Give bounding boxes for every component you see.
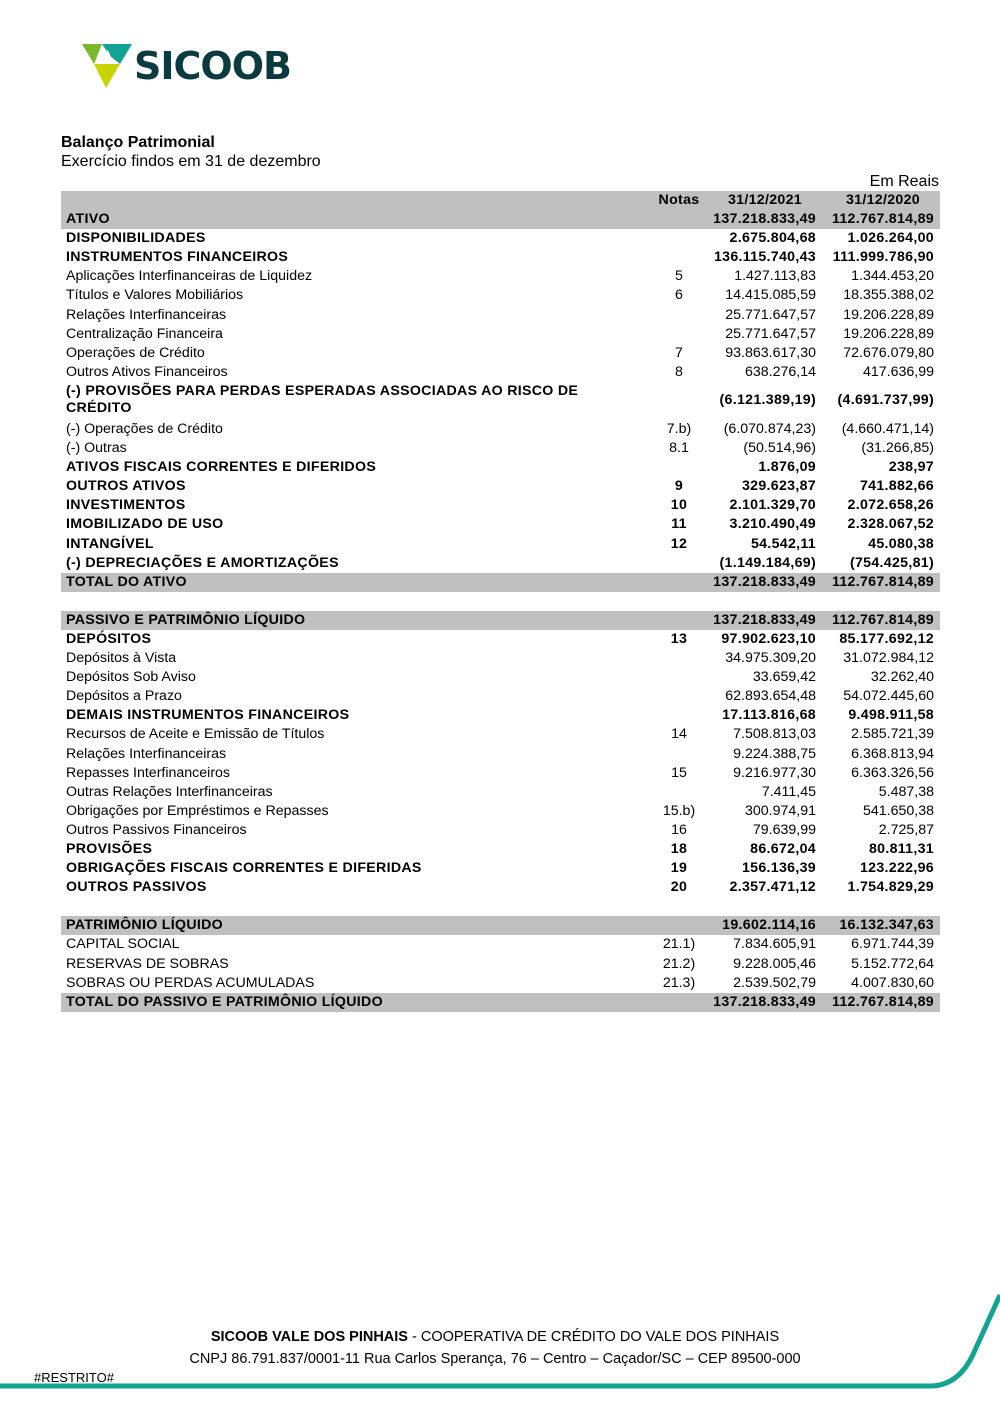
row-label: (-) Outras <box>66 440 127 457</box>
row-value-2020: 54.072.445,60 <box>843 688 934 705</box>
sicoob-logo <box>82 42 292 90</box>
row-value-2021: (50.514,96) <box>743 440 816 457</box>
table-row <box>61 706 940 725</box>
row-value-2020: 417.636,99 <box>862 363 934 380</box>
row-label: Repasses Interfinanceiros <box>66 764 231 781</box>
row-value-2021: 156.136,39 <box>741 860 816 877</box>
row-label: Operações de Crédito <box>66 344 205 361</box>
row-value-2021: 86.672,04 <box>750 841 816 857</box>
row-label: OUTROS ATIVOS <box>66 478 186 495</box>
row-value-2020: 2.585.721,39 <box>851 726 934 743</box>
row-label: Obrigações por Empréstimos e Repasses <box>66 802 329 819</box>
table-row <box>61 286 940 305</box>
row-note: 19 <box>670 860 688 877</box>
column-header-2020: 31/12/2020 <box>845 192 920 208</box>
row-value-2021: 300.974,91 <box>744 802 816 819</box>
row-note: 20 <box>670 879 688 896</box>
table-row <box>61 306 940 325</box>
row-note: 6 <box>675 287 683 304</box>
sicoob-logo-mark-icon <box>82 42 134 90</box>
row-value-2021: 1.427.113,83 <box>734 268 816 285</box>
table-row <box>61 248 940 267</box>
row-value-2020: 85.177.692,12 <box>839 630 934 647</box>
table-row <box>61 916 940 935</box>
row-note: 16 <box>671 821 687 838</box>
row-label: (-) PROVISÕES PARA PERDAS ESPERADAS ASSOCIADAS AO RISCO DE CRÉDITO <box>66 382 579 416</box>
row-value-2021: 25.771.647,57 <box>725 325 816 342</box>
row-label: ATIVO <box>66 211 110 228</box>
row-value-2021: 2.357.471,12 <box>729 879 816 896</box>
table-row <box>61 745 940 764</box>
table-row <box>61 725 940 744</box>
table-row <box>61 477 940 496</box>
footer-address: CNPJ 86.791.837/0001-11 Rua Carlos Sperança, 76 – Centro – Caçador/SC – CEP 89500-000 <box>189 1351 801 1367</box>
table-row <box>61 554 940 573</box>
row-label: TOTAL DO ATIVO <box>66 573 187 590</box>
row-value-2021: 7.411,45 <box>761 783 816 800</box>
balance-sheet-table <box>61 191 940 1012</box>
row-value-2020: 1.344.453,20 <box>851 268 934 285</box>
footer-swoosh-decoration <box>0 1290 1000 1400</box>
table-row <box>61 802 940 821</box>
row-value-2021: 9.216.977,30 <box>733 764 816 781</box>
row-note: 11 <box>671 516 687 533</box>
row-label: CAPITAL SOCIAL <box>66 936 180 953</box>
row-note: 9 <box>674 478 684 495</box>
row-value-2021: 329.623,87 <box>741 478 816 495</box>
row-label: Outros Passivos Financeiros <box>66 821 247 838</box>
row-value-2021: 19.602.114,16 <box>722 917 816 934</box>
row-note: 21.3) <box>662 974 696 991</box>
table-row <box>61 649 940 668</box>
row-label: Depósitos Sob Aviso <box>66 669 196 686</box>
row-label: Depósitos à Vista <box>66 650 177 667</box>
row-value-2021: 1.876,09 <box>758 459 816 476</box>
row-label: (-) Operações de Crédito <box>66 420 223 437</box>
table-row <box>61 267 940 286</box>
row-label: DEMAIS INSTRUMENTOS FINANCEIROS <box>66 707 350 724</box>
row-value-2020: (4.691.737,99) <box>837 391 934 408</box>
table-row <box>61 439 940 458</box>
table-row <box>61 974 940 993</box>
row-label: DEPÓSITOS <box>66 630 152 647</box>
row-note: 21.2) <box>662 955 696 972</box>
row-label: Depósitos a Prazo <box>66 688 182 705</box>
row-label: Relações Interfinanceiras <box>66 306 227 323</box>
table-row <box>61 363 940 382</box>
table-row <box>61 935 940 954</box>
row-value-2020: 6.971.744,39 <box>851 936 934 953</box>
row-value-2020: 19.206.228,89 <box>843 306 934 323</box>
row-value-2021: 62.893.654,48 <box>725 688 816 705</box>
row-value-2020: 1.026.264,00 <box>847 230 934 247</box>
table-row <box>61 611 940 630</box>
column-header-row <box>61 191 940 210</box>
table-row <box>61 783 940 802</box>
table-row <box>61 630 940 649</box>
row-value-2021: 2.101.329,70 <box>729 497 816 514</box>
table-row <box>61 496 940 515</box>
row-value-2020: (31.266,85) <box>861 440 934 457</box>
row-value-2020: 112.767.814,89 <box>831 573 934 590</box>
table-row <box>61 955 940 974</box>
row-note: 5 <box>675 268 683 285</box>
row-label: OBRIGAÇÕES FISCAIS CORRENTES E DIFERIDAS <box>66 860 422 877</box>
row-value-2020: 9.498.911,58 <box>848 707 934 724</box>
row-label: SOBRAS OU PERDAS ACUMULADAS <box>66 974 315 991</box>
table-row <box>61 210 940 229</box>
table-row <box>61 535 940 554</box>
row-label: Centralização Financeira <box>66 325 223 342</box>
sicoob-logo-text: SICOOB <box>134 44 291 88</box>
spacer-row <box>61 897 940 916</box>
footer-company <box>0 1329 990 1345</box>
row-value-2021: 137.218.833,49 <box>713 611 816 628</box>
table-row <box>61 821 940 840</box>
row-value-2021: 3.210.490,49 <box>729 516 816 533</box>
row-value-2020: (754.425,81) <box>849 554 934 571</box>
row-label: Relações Interfinanceiras <box>66 745 227 762</box>
row-value-2021: 9.228.005,46 <box>733 955 816 972</box>
row-note: 10 <box>670 497 688 514</box>
table-row <box>61 840 940 859</box>
row-label: Títulos e Valores Mobiliários <box>66 287 244 304</box>
footer-company-description: - COOPERATIVA DE CRÉDITO DO VALE DOS PINHAIS <box>407 1329 780 1345</box>
table-row <box>61 993 940 1012</box>
row-value-2020: 31.072.984,12 <box>843 650 934 667</box>
row-value-2020: 238,97 <box>888 459 934 476</box>
table-row <box>61 573 940 592</box>
row-value-2020: 5.152.772,64 <box>851 955 934 972</box>
table-row <box>61 325 940 344</box>
table-row <box>61 878 940 897</box>
row-label: OUTROS PASSIVOS <box>66 879 207 896</box>
row-value-2021: 14.415.085,59 <box>725 287 816 304</box>
row-note: 8 <box>675 363 683 380</box>
row-value-2021: 79.639,99 <box>752 821 816 838</box>
spacer-row <box>61 592 940 611</box>
row-value-2020: 2.072.658,26 <box>847 497 934 514</box>
row-value-2020: 80.811,31 <box>868 841 934 857</box>
row-value-2020: (4.660.471,14) <box>841 420 934 437</box>
row-value-2020: 18.355.388,02 <box>843 287 934 304</box>
row-label: TOTAL DO PASSIVO E PATRIMÔNIO LÍQUIDO <box>66 993 383 1010</box>
row-value-2020: 741.882,66 <box>859 478 934 495</box>
row-value-2021: (6.070.874,23) <box>723 420 816 437</box>
row-value-2020: 112.767.814,89 <box>831 611 934 628</box>
row-label: INTANGÍVEL <box>66 535 154 552</box>
row-label: RESERVAS DE SOBRAS <box>66 955 229 972</box>
row-note: 18 <box>670 841 688 857</box>
table-row <box>61 229 940 248</box>
table-row <box>61 458 940 477</box>
row-value-2021: 7.508.813,03 <box>733 726 816 743</box>
row-value-2021: 34.975.309,20 <box>725 650 816 667</box>
row-note: 15 <box>671 764 687 781</box>
table-row <box>61 668 940 687</box>
row-value-2021: 2.675.804,68 <box>729 230 816 247</box>
row-note: 8.1 <box>669 440 689 457</box>
row-value-2021: 137.218.833,49 <box>713 211 816 228</box>
row-label: DISPONIBILIDADES <box>66 230 206 247</box>
row-label: INSTRUMENTOS FINANCEIROS <box>66 249 289 266</box>
row-value-2020: 1.754.829,29 <box>847 879 934 896</box>
table-row <box>61 382 940 420</box>
row-value-2020: 4.007.830,60 <box>851 974 934 991</box>
row-label: ATIVOS FISCAIS CORRENTES E DIFERIDOS <box>66 459 377 476</box>
row-value-2021: (6.121.389,19) <box>719 391 816 408</box>
row-value-2020: 5.487,38 <box>878 783 934 800</box>
row-note: 21.1) <box>662 936 696 953</box>
row-value-2020: 16.132.347,63 <box>839 917 934 934</box>
row-value-2021: (1.149.184,69) <box>719 554 816 571</box>
row-label: Outros Ativos Financeiros <box>66 363 228 380</box>
row-value-2021: 9.224.388,75 <box>733 745 816 762</box>
table-row <box>61 764 940 783</box>
row-note: 15.b) <box>662 802 696 819</box>
table-row <box>61 859 940 878</box>
classification-label: #RESTRITO# <box>34 1370 114 1385</box>
column-header-notes: Notas <box>658 192 700 208</box>
document-title: Balanço Patrimonial <box>61 134 215 151</box>
table-row <box>61 344 940 363</box>
row-value-2021: 33.659,42 <box>752 669 816 686</box>
row-value-2020: 123.222,96 <box>859 860 934 877</box>
row-value-2021: 93.863.617,30 <box>725 344 816 361</box>
row-label: PROVISÕES <box>66 841 153 857</box>
document-subtitle: Exercício findos em 31 de dezembro <box>61 153 321 170</box>
row-note: 14 <box>671 726 687 743</box>
row-value-2020: 111.999.786,90 <box>832 249 934 266</box>
table-row <box>61 515 940 534</box>
row-note: 13 <box>670 630 688 647</box>
row-note: 7 <box>675 344 683 361</box>
row-value-2020: 112.767.814,89 <box>831 993 934 1010</box>
row-label: Aplicações Interfinanceiras de Liquidez <box>66 268 313 285</box>
row-value-2021: 7.834.605,91 <box>733 936 816 953</box>
row-label: Outras Relações Interfinanceiras <box>66 783 273 800</box>
row-value-2021: 25.771.647,57 <box>725 306 816 323</box>
row-value-2020: 2.725,87 <box>878 821 934 838</box>
row-value-2021: 97.902.623,10 <box>721 630 816 647</box>
row-label: PATRIMÔNIO LÍQUIDO <box>66 917 223 934</box>
row-value-2021: 17.113.816,68 <box>722 707 816 724</box>
row-value-2020: 72.676.079,80 <box>843 344 934 361</box>
row-value-2020: 19.206.228,89 <box>843 325 934 342</box>
row-value-2021: 137.218.833,49 <box>713 573 816 590</box>
table-row <box>61 420 940 439</box>
footer-company-name: SICOOB VALE DOS PINHAIS <box>210 1329 408 1345</box>
row-note: 12 <box>670 535 688 552</box>
row-note: 7.b) <box>666 420 692 437</box>
row-value-2021: 54.542,11 <box>750 535 816 552</box>
row-value-2021: 2.539.502,79 <box>733 974 816 991</box>
row-value-2020: 2.328.067,52 <box>847 516 934 533</box>
currency-unit: Em Reais <box>869 173 939 190</box>
row-value-2020: 32.262,40 <box>870 669 934 686</box>
row-label: IMOBILIZADO DE USO <box>66 516 224 533</box>
row-value-2021: 638.276,14 <box>744 363 816 380</box>
row-value-2020: 541.650,38 <box>862 802 934 819</box>
row-label: INVESTIMENTOS <box>66 497 186 514</box>
row-label: PASSIVO E PATRIMÔNIO LÍQUIDO <box>66 611 306 628</box>
row-value-2020: 6.363.326,56 <box>851 764 934 781</box>
column-header-2021: 31/12/2021 <box>727 192 802 208</box>
table-row <box>61 687 940 706</box>
row-label: (-) DEPRECIAÇÕES E AMORTIZAÇÕES <box>66 554 339 571</box>
row-value-2020: 6.368.813,94 <box>851 745 934 762</box>
row-value-2020: 112.767.814,89 <box>831 211 934 228</box>
row-label: Recursos de Aceite e Emissão de Títulos <box>66 726 325 743</box>
row-value-2021: 136.115.740,43 <box>713 249 816 266</box>
row-value-2021: 137.218.833,49 <box>713 993 816 1010</box>
row-value-2020: 45.080,38 <box>868 535 934 552</box>
